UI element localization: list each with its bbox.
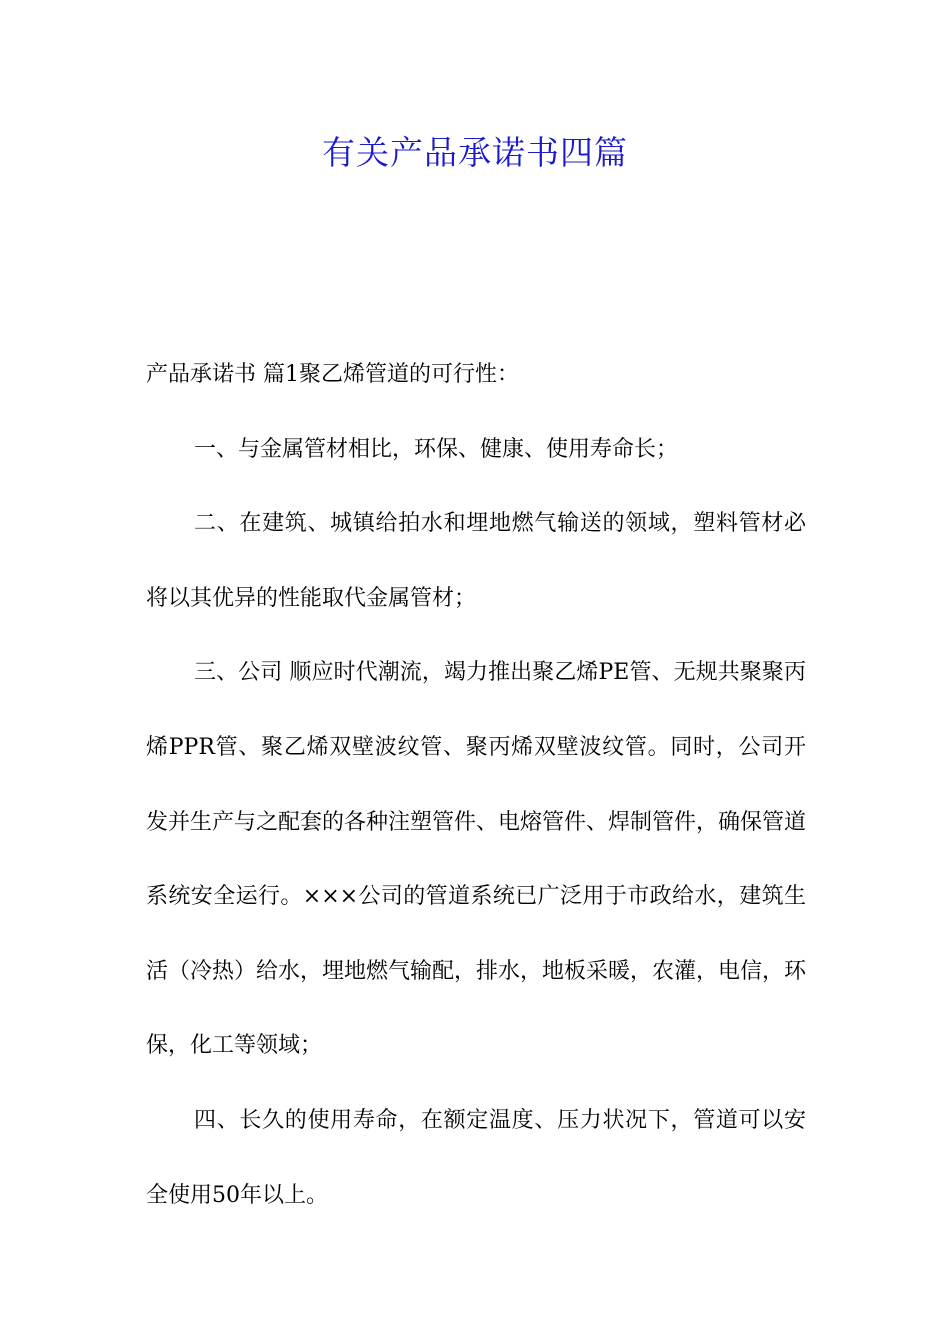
document-body (146, 338, 806, 1233)
paragraph-point-2: 二、在建筑、城镇给拍水和埋地燃气输送的领域，塑料管材必将以其优异的性能取代金属管材； (146, 511, 806, 611)
paragraph-intro: 产品承诺书 篇1聚乙烯管道的可行性： (146, 362, 519, 387)
document-title: 有关产品承诺书四篇 (322, 133, 628, 172)
paragraph-point-4: 四、长久的使用寿命，在额定温度、压力状况下，管道可以安全使用50年以上。 (146, 1107, 806, 1208)
paragraph-point-1: 一、与金属管材相比，环保、健康、使用寿命长； (194, 436, 679, 462)
paragraph-point-3: 三、公司 顺应时代潮流，竭力推出聚乙烯PE管、无规共聚聚丙烯PPR管、聚乙烯双壁波纹管、聚丙烯双壁波纹管。同时，公司开发并生产与之配套的各种注塑管件、电熔管件、焊制管件，确保管道系统安全运行。×××公司的管道系统已广泛用于市政给水，建筑生活（冷热）给水，埋地燃气输配，排水，地板采暖，农灌，电信，环保，化工等领域； (146, 660, 807, 1059)
